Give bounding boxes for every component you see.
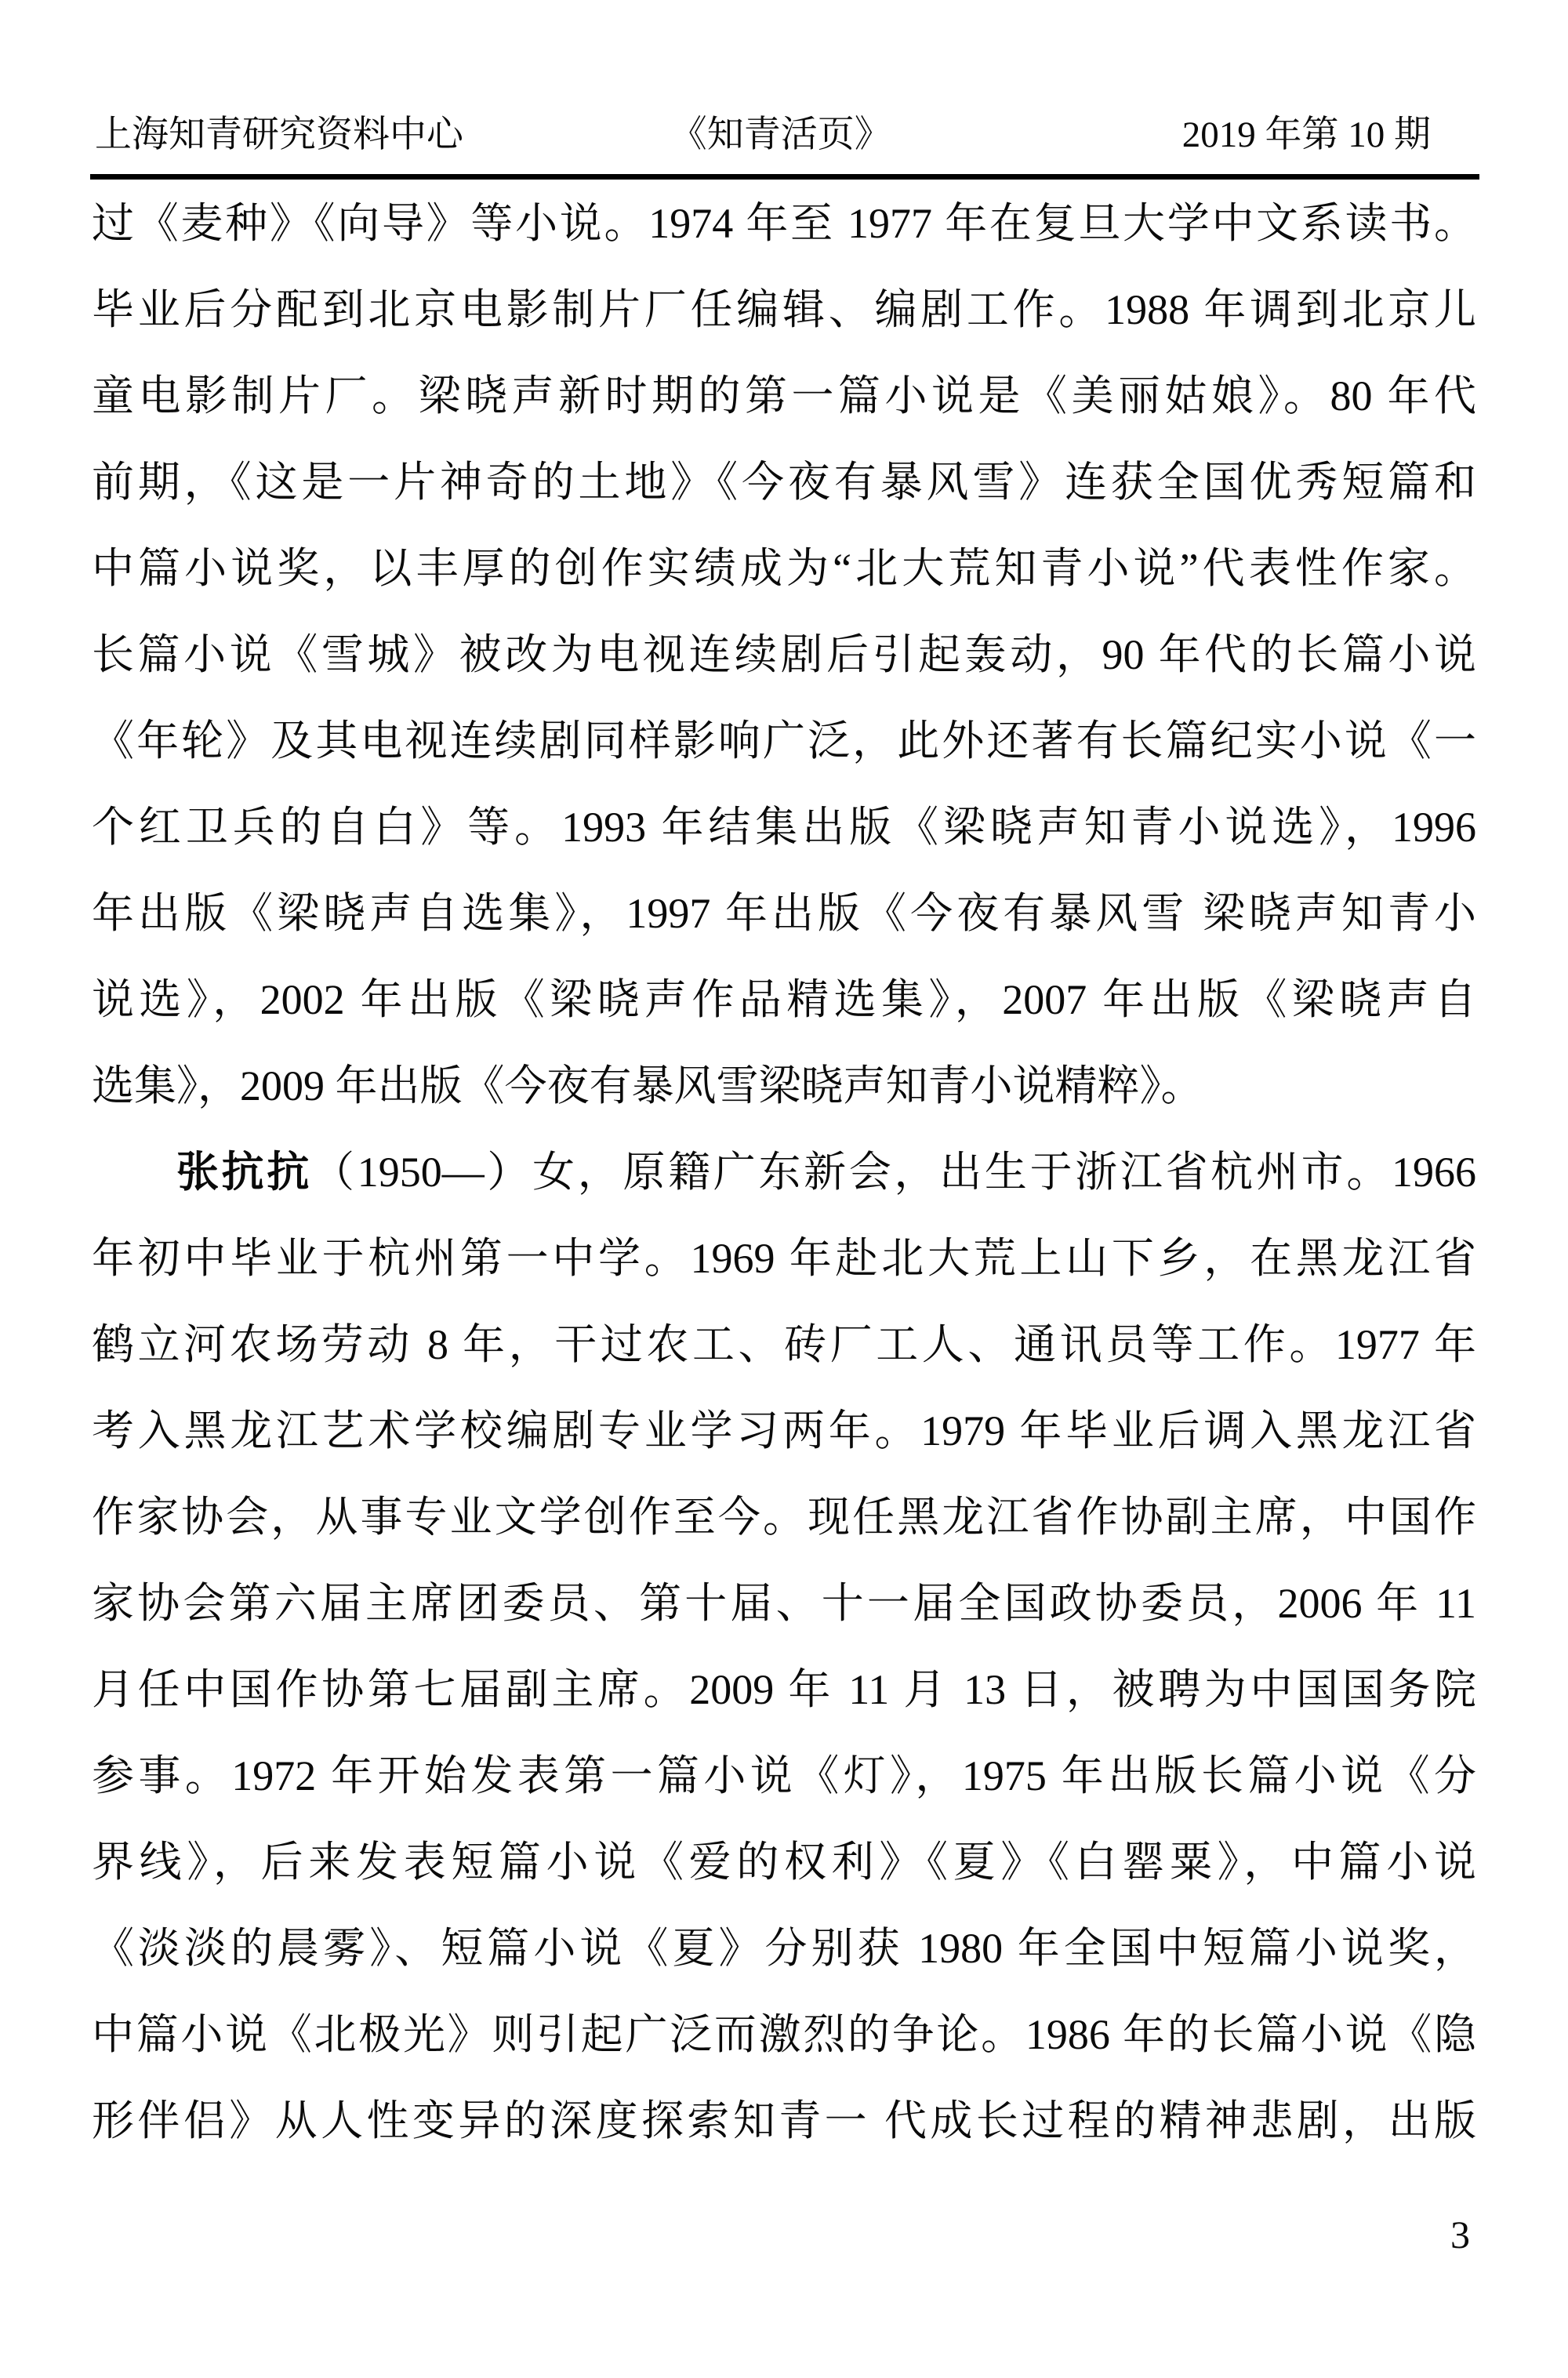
text-line: 《淡淡的晨雾》、短篇小说《夏》分别获 1980 年全国中短篇小说奖， [92,1925,1476,1972]
text-line: 童电影制片厂。梁晓声新时期的第一篇小说是《美丽姑娘》。80 年代 [92,372,1476,419]
text-line: 过《麦种》《向导》等小说。1974 年至 1977 年在复旦大学中文系读书。 [92,200,1476,247]
text-line: 毕业后分配到北京电影制片厂任编辑、编剧工作。1988 年调到北京儿 [92,286,1476,333]
text-line: 鹤立河农场劳动 8 年，干过农工、砖厂工人、通讯员等工作。1977 年 [92,1321,1476,1368]
text-line: 月任中国作协第七届副主席。2009 年 11 月 13 日，被聘为中国国务院 [92,1666,1476,1713]
text-line: 年初中毕业于杭州第一中学。1969 年赴北大荒上山下乡，在黑龙江省 [92,1235,1476,1282]
page-number: 3 [1450,2213,1470,2256]
text-line: 形伴侣》从人性变异的深度探索知青一 代成长过程的精神悲剧，出版 [92,2097,1476,2144]
header-issue: 2019 年第 10 期 [1181,114,1431,155]
text-line: 中篇小说奖，以丰厚的创作实绩成为“北大荒知青小说”代表性作家。 [92,545,1476,592]
text-line: 家协会第六届主席团委员、第十届、十一届全国政协委员，2006 年 11 [92,1580,1476,1627]
header-org-title: 上海知青研究资料中心 [95,114,463,155]
text-line: 个红卫兵的自白》等。1993 年结集出版《梁晓声知青小说选》，1996 [92,804,1476,851]
text-line: 考入黑龙江艺术学校编剧专业学习两年。1979 年毕业后调入黑龙江省 [92,1407,1476,1454]
text-line: 中篇小说《北极光》则引起广泛而激烈的争论。1986 年的长篇小说《隐 [92,2011,1476,2058]
text-line: 作家协会，从事专业文学创作至今。现任黑龙江省作协副主席，中国作 [92,1494,1476,1541]
text-line: 选集》，2009 年出版《今夜有暴风雪梁晓声知青小说精粹》。 [92,1062,1203,1109]
text-line: 年出版《梁晓声自选集》，1997 年出版《今夜有暴风雪 梁晓声知青小 [92,890,1476,937]
text-line: 参事。1972 年开始发表第一篇小说《灯》，1975 年出版长篇小说《分 [92,1752,1476,1799]
text-line: 《年轮》及其电视连续剧同样影响广泛，此外还著有长篇纪实小说《一 [92,717,1476,764]
text-line: 张抗抗（1950—）女，原籍广东新会，出生于浙江省杭州市。1966 [176,1149,1477,1196]
header-publication: 《知青活页》 [670,114,891,155]
text-line: 长篇小说《雪城》被改为电视连续剧后引起轰动，90 年代的长篇小说 [92,631,1476,678]
text-line: 前期，《这是一片神奇的土地》《今夜有暴风雪》连获全国优秀短篇和 [92,459,1476,506]
text-line: 说选》，2002 年出版《梁晓声作品精选集》，2007 年出版《梁晓声自 [92,976,1476,1023]
text-line: 界线》，后来发表短篇小说《爱的权利》《夏》《白罂粟》，中篇小说 [92,1839,1476,1886]
body-text [92,180,1476,2164]
author-name-bold: 张抗抗 [176,1149,313,1196]
header-divider [90,174,1479,180]
